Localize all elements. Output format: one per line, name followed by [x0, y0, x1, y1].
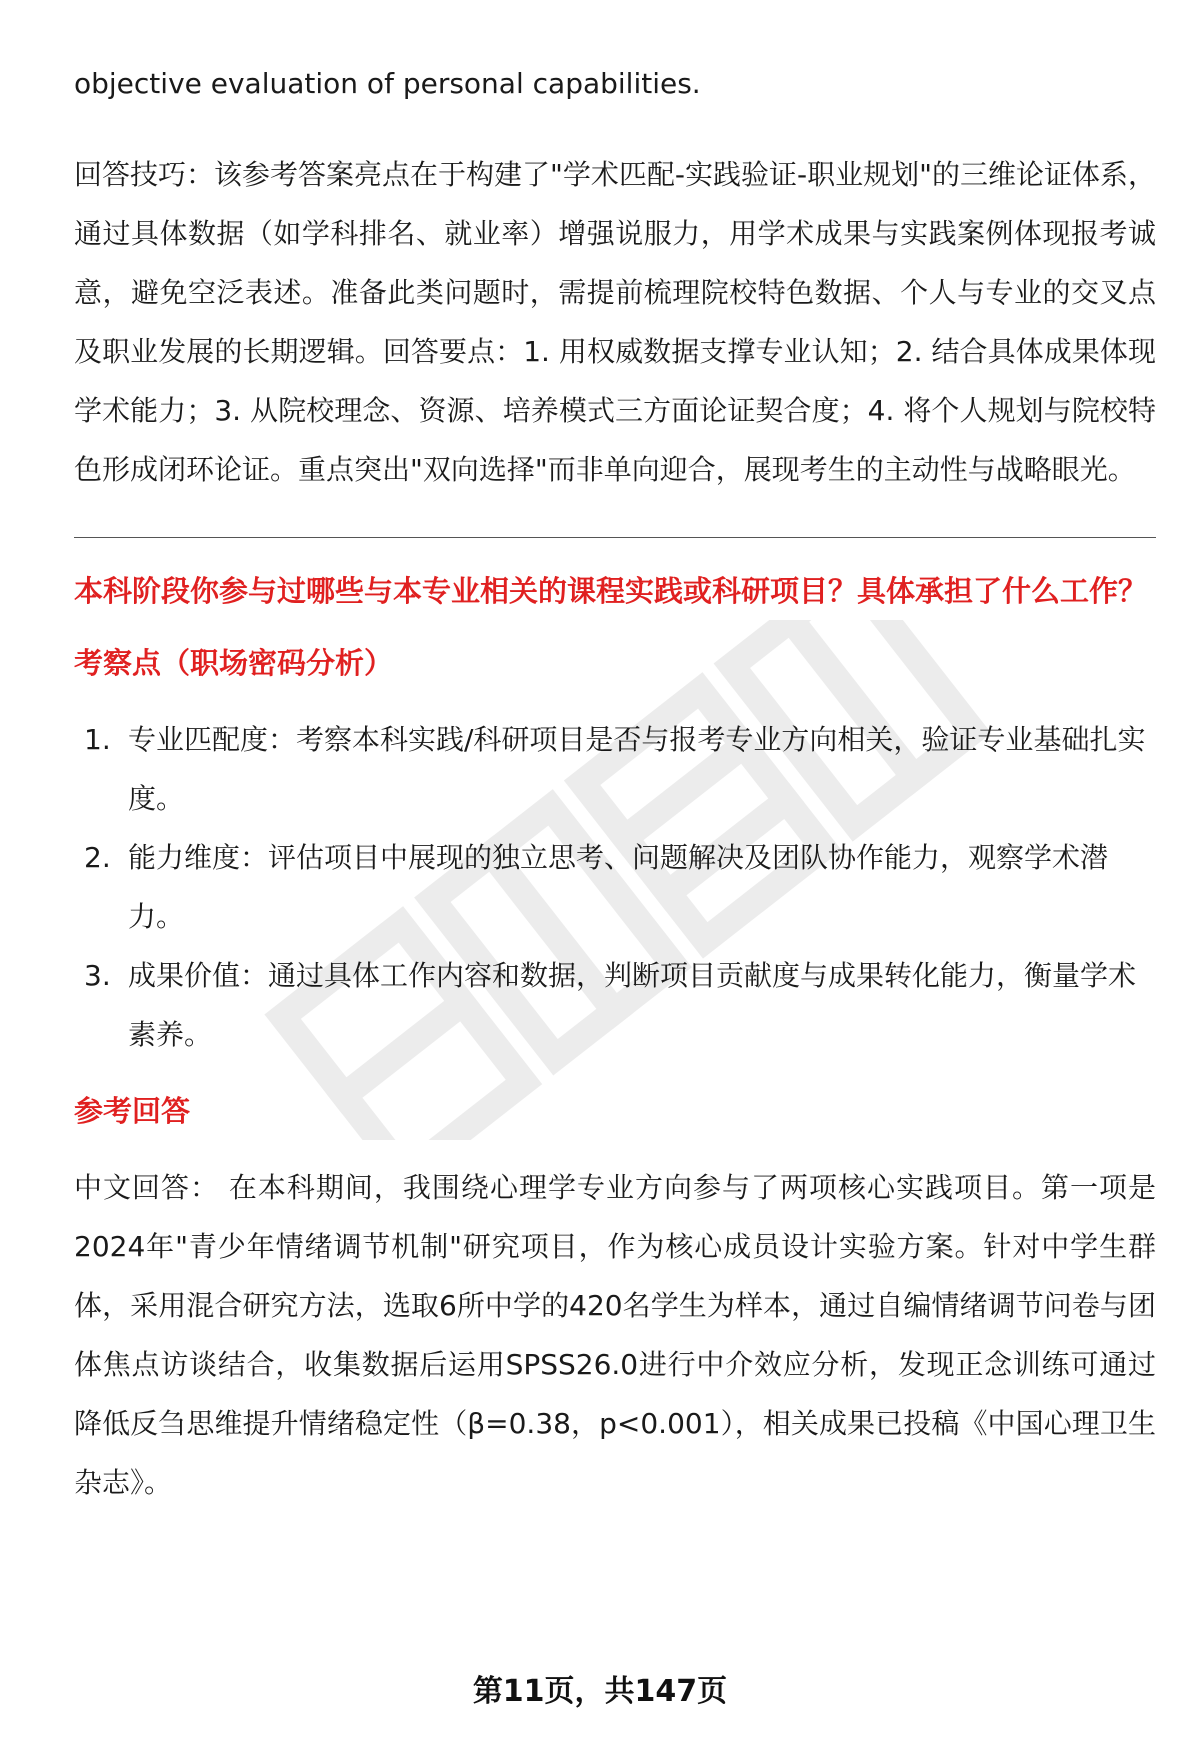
list-item-number: 1. [84, 723, 111, 756]
answer-tip-paragraph: 回答技巧：该参考答案亮点在于构建了"学术匹配-实践验证-职业规划"的三维论证体系，通过具体数据（如学科排名、就业率）增强说服力，用学术成果与实践案例体现报考诚意，避免空泛表述。准备此类问题时，需提前梳理院校特色数据、个人与专业的交叉点及职业发展的长期逻辑。回答要点：1. 用权威数据支撑专业认知；2. 结合具体成果体现学术能力；3. 从院校理念、资源、培养模式三方面论证契合度；4. 将个人规划与院校特色形成闭环论证。重点突出"双向选择"而非单向迎合，展现考生的主动性与战略眼光。 [74, 158, 1156, 486]
list-item-text: 成果价值：通过具体工作内容和数据，判断项目贡献度与成果转化能力，衡量学术素养。 [128, 959, 1137, 1051]
section-divider [74, 537, 1156, 538]
intro-line: objective evaluation of personal capabilities. [74, 67, 701, 100]
list-item-text: 专业匹配度：考察本科实践/科研项目是否与报考专业方向相关，验证专业基础扎实度。 [128, 723, 1146, 815]
reference-heading: 参考回答 [74, 1094, 191, 1128]
page-number-footer: 第11页，共147页 [472, 1674, 728, 1709]
list-item [74, 946, 1156, 1064]
list-item [74, 828, 1156, 946]
list-item [74, 710, 1156, 828]
list-item-number: 2. [84, 841, 111, 874]
reference-answer-paragraph: 中文回答： 在本科期间，我围绕心理学专业方向参与了两项核心实践项目。第一项是2024年"青少年情绪调节机制"研究项目，作为核心成员设计实验方案。针对中学生群体，采用混合研究方法，选取6所中学的420名学生为样本，通过自编情绪调节问卷与团体焦点访谈结合，收集数据后运用SPSS26.0进行中介效应分析，发现正念训练可通过降低反刍思维提升情绪稳定性（β=0.38，p<0.001），相关成果已投稿《中国心理卫生杂志》。 [74, 1171, 1156, 1499]
list-item-number: 3. [84, 959, 111, 992]
page-content [74, 54, 1156, 1512]
interview-question: 本科阶段你参与过哪些与本专业相关的课程实践或科研项目？具体承担了什么工作？ [74, 574, 1148, 608]
assessment-heading: 考察点（职场密码分析） [74, 646, 394, 680]
assessment-points-list [74, 710, 1156, 1064]
list-item-text: 能力维度：评估项目中展现的独立思考、问题解决及团队协作能力，观察学术潜力。 [128, 841, 1109, 933]
